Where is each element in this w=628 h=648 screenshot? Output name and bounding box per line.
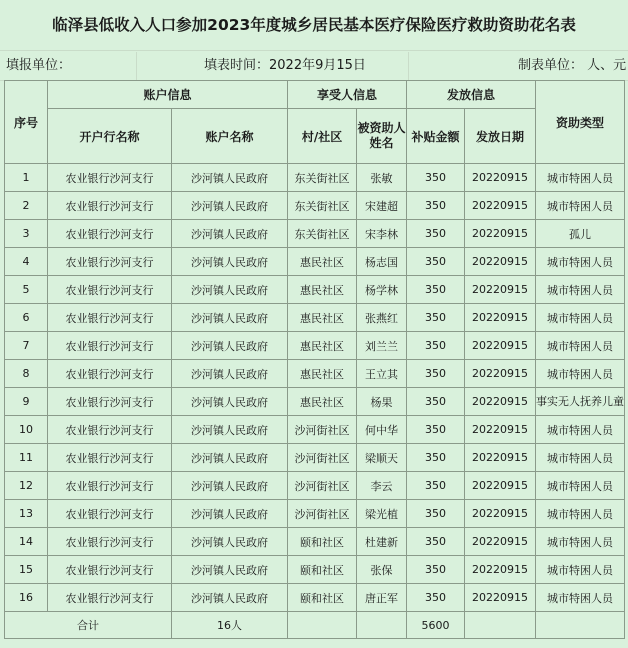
cell-bank[interactable]: 农业银行沙河支行 bbox=[48, 360, 172, 388]
cell-amount[interactable]: 350 bbox=[407, 500, 465, 528]
table-row bbox=[5, 360, 625, 388]
total-empty[interactable] bbox=[288, 612, 357, 639]
header-date[interactable]: 发放日期 bbox=[465, 109, 536, 164]
cell-date[interactable]: 20220915 bbox=[465, 584, 536, 612]
cell-village[interactable]: 颐和社区 bbox=[288, 556, 357, 584]
cell-aid-type[interactable]: 城市特困人员 bbox=[536, 584, 625, 612]
cell-village[interactable]: 东关街社区 bbox=[288, 192, 357, 220]
unit-label[interactable]: 制表单位： 人、元 bbox=[518, 58, 627, 73]
cell-date[interactable]: 20220915 bbox=[465, 360, 536, 388]
cell-bank[interactable]: 农业银行沙河支行 bbox=[48, 472, 172, 500]
cell-village[interactable]: 惠民社区 bbox=[288, 248, 357, 276]
cell-bank[interactable]: 农业银行沙河支行 bbox=[48, 444, 172, 472]
table-row bbox=[5, 220, 625, 248]
meta-divider bbox=[408, 52, 409, 80]
cell-village[interactable]: 沙河街社区 bbox=[288, 416, 357, 444]
cell-aid-type[interactable]: 城市特困人员 bbox=[536, 472, 625, 500]
cell-village[interactable]: 惠民社区 bbox=[288, 360, 357, 388]
cell-seq[interactable]: 8 bbox=[5, 360, 48, 388]
cell-bank[interactable]: 农业银行沙河支行 bbox=[48, 584, 172, 612]
table-row bbox=[5, 472, 625, 500]
total-empty[interactable] bbox=[536, 612, 625, 639]
table-row bbox=[5, 528, 625, 556]
cell-amount[interactable]: 350 bbox=[407, 584, 465, 612]
cell-seq[interactable]: 6 bbox=[5, 304, 48, 332]
cell-bank[interactable]: 农业银行沙河支行 bbox=[48, 528, 172, 556]
cell-aid-type[interactable]: 城市特困人员 bbox=[536, 164, 625, 192]
cell-account-name[interactable]: 沙河镇人民政府 bbox=[172, 248, 288, 276]
cell-account-name[interactable]: 沙河镇人民政府 bbox=[172, 528, 288, 556]
cell-account-name[interactable]: 沙河镇人民政府 bbox=[172, 584, 288, 612]
table-row bbox=[5, 584, 625, 612]
cell-date[interactable]: 20220915 bbox=[465, 164, 536, 192]
cell-beneficiary[interactable]: 杨志国 bbox=[357, 248, 407, 276]
cell-bank[interactable]: 农业银行沙河支行 bbox=[48, 416, 172, 444]
cell-amount[interactable]: 350 bbox=[407, 192, 465, 220]
cell-date[interactable]: 20220915 bbox=[465, 444, 536, 472]
cell-account-name[interactable]: 沙河镇人民政府 bbox=[172, 416, 288, 444]
cell-beneficiary[interactable]: 李云 bbox=[357, 472, 407, 500]
cell-date[interactable]: 20220915 bbox=[465, 276, 536, 304]
cell-amount[interactable]: 350 bbox=[407, 164, 465, 192]
cell-account-name[interactable]: 沙河镇人民政府 bbox=[172, 164, 288, 192]
header-payment-info[interactable]: 发放信息 bbox=[407, 81, 536, 109]
cell-account-name[interactable]: 沙河镇人民政府 bbox=[172, 276, 288, 304]
cell-village[interactable]: 颐和社区 bbox=[288, 528, 357, 556]
cell-seq[interactable]: 10 bbox=[5, 416, 48, 444]
cell-beneficiary[interactable]: 张燕红 bbox=[357, 304, 407, 332]
cell-aid-type[interactable]: 城市特困人员 bbox=[536, 276, 625, 304]
cell-date[interactable]: 20220915 bbox=[465, 500, 536, 528]
cell-date[interactable]: 20220915 bbox=[465, 388, 536, 416]
cell-aid-type[interactable]: 事实无人抚养儿童 bbox=[536, 388, 625, 416]
roster-table bbox=[4, 80, 625, 639]
cell-bank[interactable]: 农业银行沙河支行 bbox=[48, 556, 172, 584]
total-label[interactable]: 合计 bbox=[5, 612, 172, 639]
cell-seq[interactable]: 3 bbox=[5, 220, 48, 248]
cell-amount[interactable]: 350 bbox=[407, 248, 465, 276]
cell-village[interactable]: 惠民社区 bbox=[288, 304, 357, 332]
cell-bank[interactable]: 农业银行沙河支行 bbox=[48, 220, 172, 248]
header-seq[interactable]: 序号 bbox=[5, 81, 48, 164]
cell-date[interactable]: 20220915 bbox=[465, 528, 536, 556]
table-row bbox=[5, 304, 625, 332]
total-empty[interactable] bbox=[465, 612, 536, 639]
cell-amount[interactable]: 350 bbox=[407, 276, 465, 304]
cell-seq[interactable]: 11 bbox=[5, 444, 48, 472]
header-beneficiary-info[interactable]: 享受人信息 bbox=[288, 81, 407, 109]
table-row bbox=[5, 444, 625, 472]
cell-village[interactable]: 惠民社区 bbox=[288, 332, 357, 360]
cell-account-name[interactable]: 沙河镇人民政府 bbox=[172, 304, 288, 332]
sheet-title[interactable]: 临泽县低收入人口参加2023年度城乡居民基本医疗保险医疗救助资助花名表 bbox=[0, 0, 628, 51]
cell-amount[interactable]: 350 bbox=[407, 444, 465, 472]
cell-amount[interactable]: 350 bbox=[407, 388, 465, 416]
cell-aid-type[interactable]: 城市特困人员 bbox=[536, 416, 625, 444]
cell-amount[interactable]: 350 bbox=[407, 528, 465, 556]
cell-village[interactable]: 惠民社区 bbox=[288, 388, 357, 416]
meta-divider bbox=[136, 52, 137, 80]
cell-seq[interactable]: 2 bbox=[5, 192, 48, 220]
cell-account-name[interactable]: 沙河镇人民政府 bbox=[172, 332, 288, 360]
cell-account-name[interactable]: 沙河镇人民政府 bbox=[172, 360, 288, 388]
cell-seq[interactable]: 14 bbox=[5, 528, 48, 556]
table-row bbox=[5, 388, 625, 416]
cell-seq[interactable]: 16 bbox=[5, 584, 48, 612]
header-village[interactable]: 村/社区 bbox=[288, 109, 357, 164]
cell-date[interactable]: 20220915 bbox=[465, 332, 536, 360]
cell-bank[interactable]: 农业银行沙河支行 bbox=[48, 304, 172, 332]
cell-beneficiary[interactable]: 刘兰兰 bbox=[357, 332, 407, 360]
cell-bank[interactable]: 农业银行沙河支行 bbox=[48, 276, 172, 304]
total-empty[interactable] bbox=[357, 612, 407, 639]
cell-account-name[interactable]: 沙河镇人民政府 bbox=[172, 192, 288, 220]
table-row bbox=[5, 276, 625, 304]
cell-date[interactable]: 20220915 bbox=[465, 192, 536, 220]
cell-aid-type[interactable]: 城市特困人员 bbox=[536, 360, 625, 388]
cell-village[interactable]: 东关街社区 bbox=[288, 220, 357, 248]
cell-bank[interactable]: 农业银行沙河支行 bbox=[48, 388, 172, 416]
cell-account-name[interactable]: 沙河镇人民政府 bbox=[172, 444, 288, 472]
cell-village[interactable]: 东关街社区 bbox=[288, 164, 357, 192]
cell-village[interactable]: 沙河街社区 bbox=[288, 472, 357, 500]
cell-beneficiary[interactable]: 宋李林 bbox=[357, 220, 407, 248]
table-row bbox=[5, 416, 625, 444]
cell-aid-type[interactable]: 孤儿 bbox=[536, 220, 625, 248]
cell-seq[interactable]: 5 bbox=[5, 276, 48, 304]
cell-beneficiary[interactable]: 杨学林 bbox=[357, 276, 407, 304]
cell-amount[interactable]: 350 bbox=[407, 360, 465, 388]
cell-beneficiary[interactable]: 唐正军 bbox=[357, 584, 407, 612]
cell-account-name[interactable]: 沙河镇人民政府 bbox=[172, 556, 288, 584]
cell-aid-type[interactable]: 城市特困人员 bbox=[536, 528, 625, 556]
cell-beneficiary[interactable]: 梁顺天 bbox=[357, 444, 407, 472]
cell-date[interactable]: 20220915 bbox=[465, 220, 536, 248]
filing-unit-label[interactable]: 填报单位： bbox=[6, 58, 72, 73]
cell-seq[interactable]: 9 bbox=[5, 388, 48, 416]
header-bank-name[interactable]: 开户行名称 bbox=[48, 109, 172, 164]
cell-bank[interactable]: 农业银行沙河支行 bbox=[48, 164, 172, 192]
cell-date[interactable]: 20220915 bbox=[465, 556, 536, 584]
cell-beneficiary[interactable]: 王立其 bbox=[357, 360, 407, 388]
header-beneficiary-name[interactable]: 被资助人姓名 bbox=[357, 109, 407, 164]
cell-amount[interactable]: 350 bbox=[407, 416, 465, 444]
cell-amount[interactable]: 350 bbox=[407, 556, 465, 584]
table-row bbox=[5, 192, 625, 220]
cell-aid-type[interactable]: 城市特困人员 bbox=[536, 304, 625, 332]
cell-aid-type[interactable]: 城市特困人员 bbox=[536, 248, 625, 276]
cell-amount[interactable]: 350 bbox=[407, 332, 465, 360]
table-row bbox=[5, 164, 625, 192]
cell-seq[interactable]: 7 bbox=[5, 332, 48, 360]
cell-amount[interactable]: 350 bbox=[407, 220, 465, 248]
cell-aid-type[interactable]: 城市特困人员 bbox=[536, 556, 625, 584]
cell-bank[interactable]: 农业银行沙河支行 bbox=[48, 332, 172, 360]
cell-account-name[interactable]: 沙河镇人民政府 bbox=[172, 388, 288, 416]
total-count[interactable]: 16人 bbox=[172, 612, 288, 639]
table-row bbox=[5, 248, 625, 276]
cell-account-name[interactable]: 沙河镇人民政府 bbox=[172, 220, 288, 248]
total-amount[interactable]: 5600 bbox=[407, 612, 465, 639]
cell-beneficiary[interactable]: 杨果 bbox=[357, 388, 407, 416]
cell-aid-type[interactable]: 城市特困人员 bbox=[536, 332, 625, 360]
header-account-info[interactable]: 账户信息 bbox=[48, 81, 288, 109]
cell-bank[interactable]: 农业银行沙河支行 bbox=[48, 248, 172, 276]
cell-beneficiary[interactable]: 张保 bbox=[357, 556, 407, 584]
cell-account-name[interactable]: 沙河镇人民政府 bbox=[172, 500, 288, 528]
cell-amount[interactable]: 350 bbox=[407, 304, 465, 332]
header-account-name[interactable]: 账户名称 bbox=[172, 109, 288, 164]
cell-bank[interactable]: 农业银行沙河支行 bbox=[48, 500, 172, 528]
cell-village[interactable]: 沙河街社区 bbox=[288, 500, 357, 528]
cell-amount[interactable]: 350 bbox=[407, 472, 465, 500]
cell-date[interactable]: 20220915 bbox=[465, 304, 536, 332]
cell-beneficiary[interactable]: 杜建新 bbox=[357, 528, 407, 556]
total-row bbox=[5, 612, 625, 639]
table-row bbox=[5, 556, 625, 584]
table-row bbox=[5, 500, 625, 528]
cell-seq[interactable]: 12 bbox=[5, 472, 48, 500]
cell-date[interactable]: 20220915 bbox=[465, 416, 536, 444]
cell-seq[interactable]: 15 bbox=[5, 556, 48, 584]
cell-date[interactable]: 20220915 bbox=[465, 248, 536, 276]
cell-beneficiary[interactable]: 梁光植 bbox=[357, 500, 407, 528]
cell-village[interactable]: 颐和社区 bbox=[288, 584, 357, 612]
cell-seq[interactable]: 1 bbox=[5, 164, 48, 192]
filing-time-label[interactable]: 填表时间：2022年9月15日 bbox=[204, 58, 366, 73]
cell-village[interactable]: 沙河街社区 bbox=[288, 444, 357, 472]
cell-seq[interactable]: 4 bbox=[5, 248, 48, 276]
cell-aid-type[interactable]: 城市特困人员 bbox=[536, 192, 625, 220]
cell-seq[interactable]: 13 bbox=[5, 500, 48, 528]
cell-bank[interactable]: 农业银行沙河支行 bbox=[48, 192, 172, 220]
cell-date[interactable]: 20220915 bbox=[465, 472, 536, 500]
cell-village[interactable]: 惠民社区 bbox=[288, 276, 357, 304]
cell-aid-type[interactable]: 城市特困人员 bbox=[536, 444, 625, 472]
cell-aid-type[interactable]: 城市特困人员 bbox=[536, 500, 625, 528]
cell-beneficiary[interactable]: 宋建超 bbox=[357, 192, 407, 220]
cell-beneficiary[interactable]: 何中华 bbox=[357, 416, 407, 444]
header-amount[interactable]: 补贴金额 bbox=[407, 109, 465, 164]
table-row bbox=[5, 332, 625, 360]
cell-beneficiary[interactable]: 张敏 bbox=[357, 164, 407, 192]
cell-account-name[interactable]: 沙河镇人民政府 bbox=[172, 472, 288, 500]
header-aid-type[interactable]: 资助类型 bbox=[536, 81, 625, 164]
